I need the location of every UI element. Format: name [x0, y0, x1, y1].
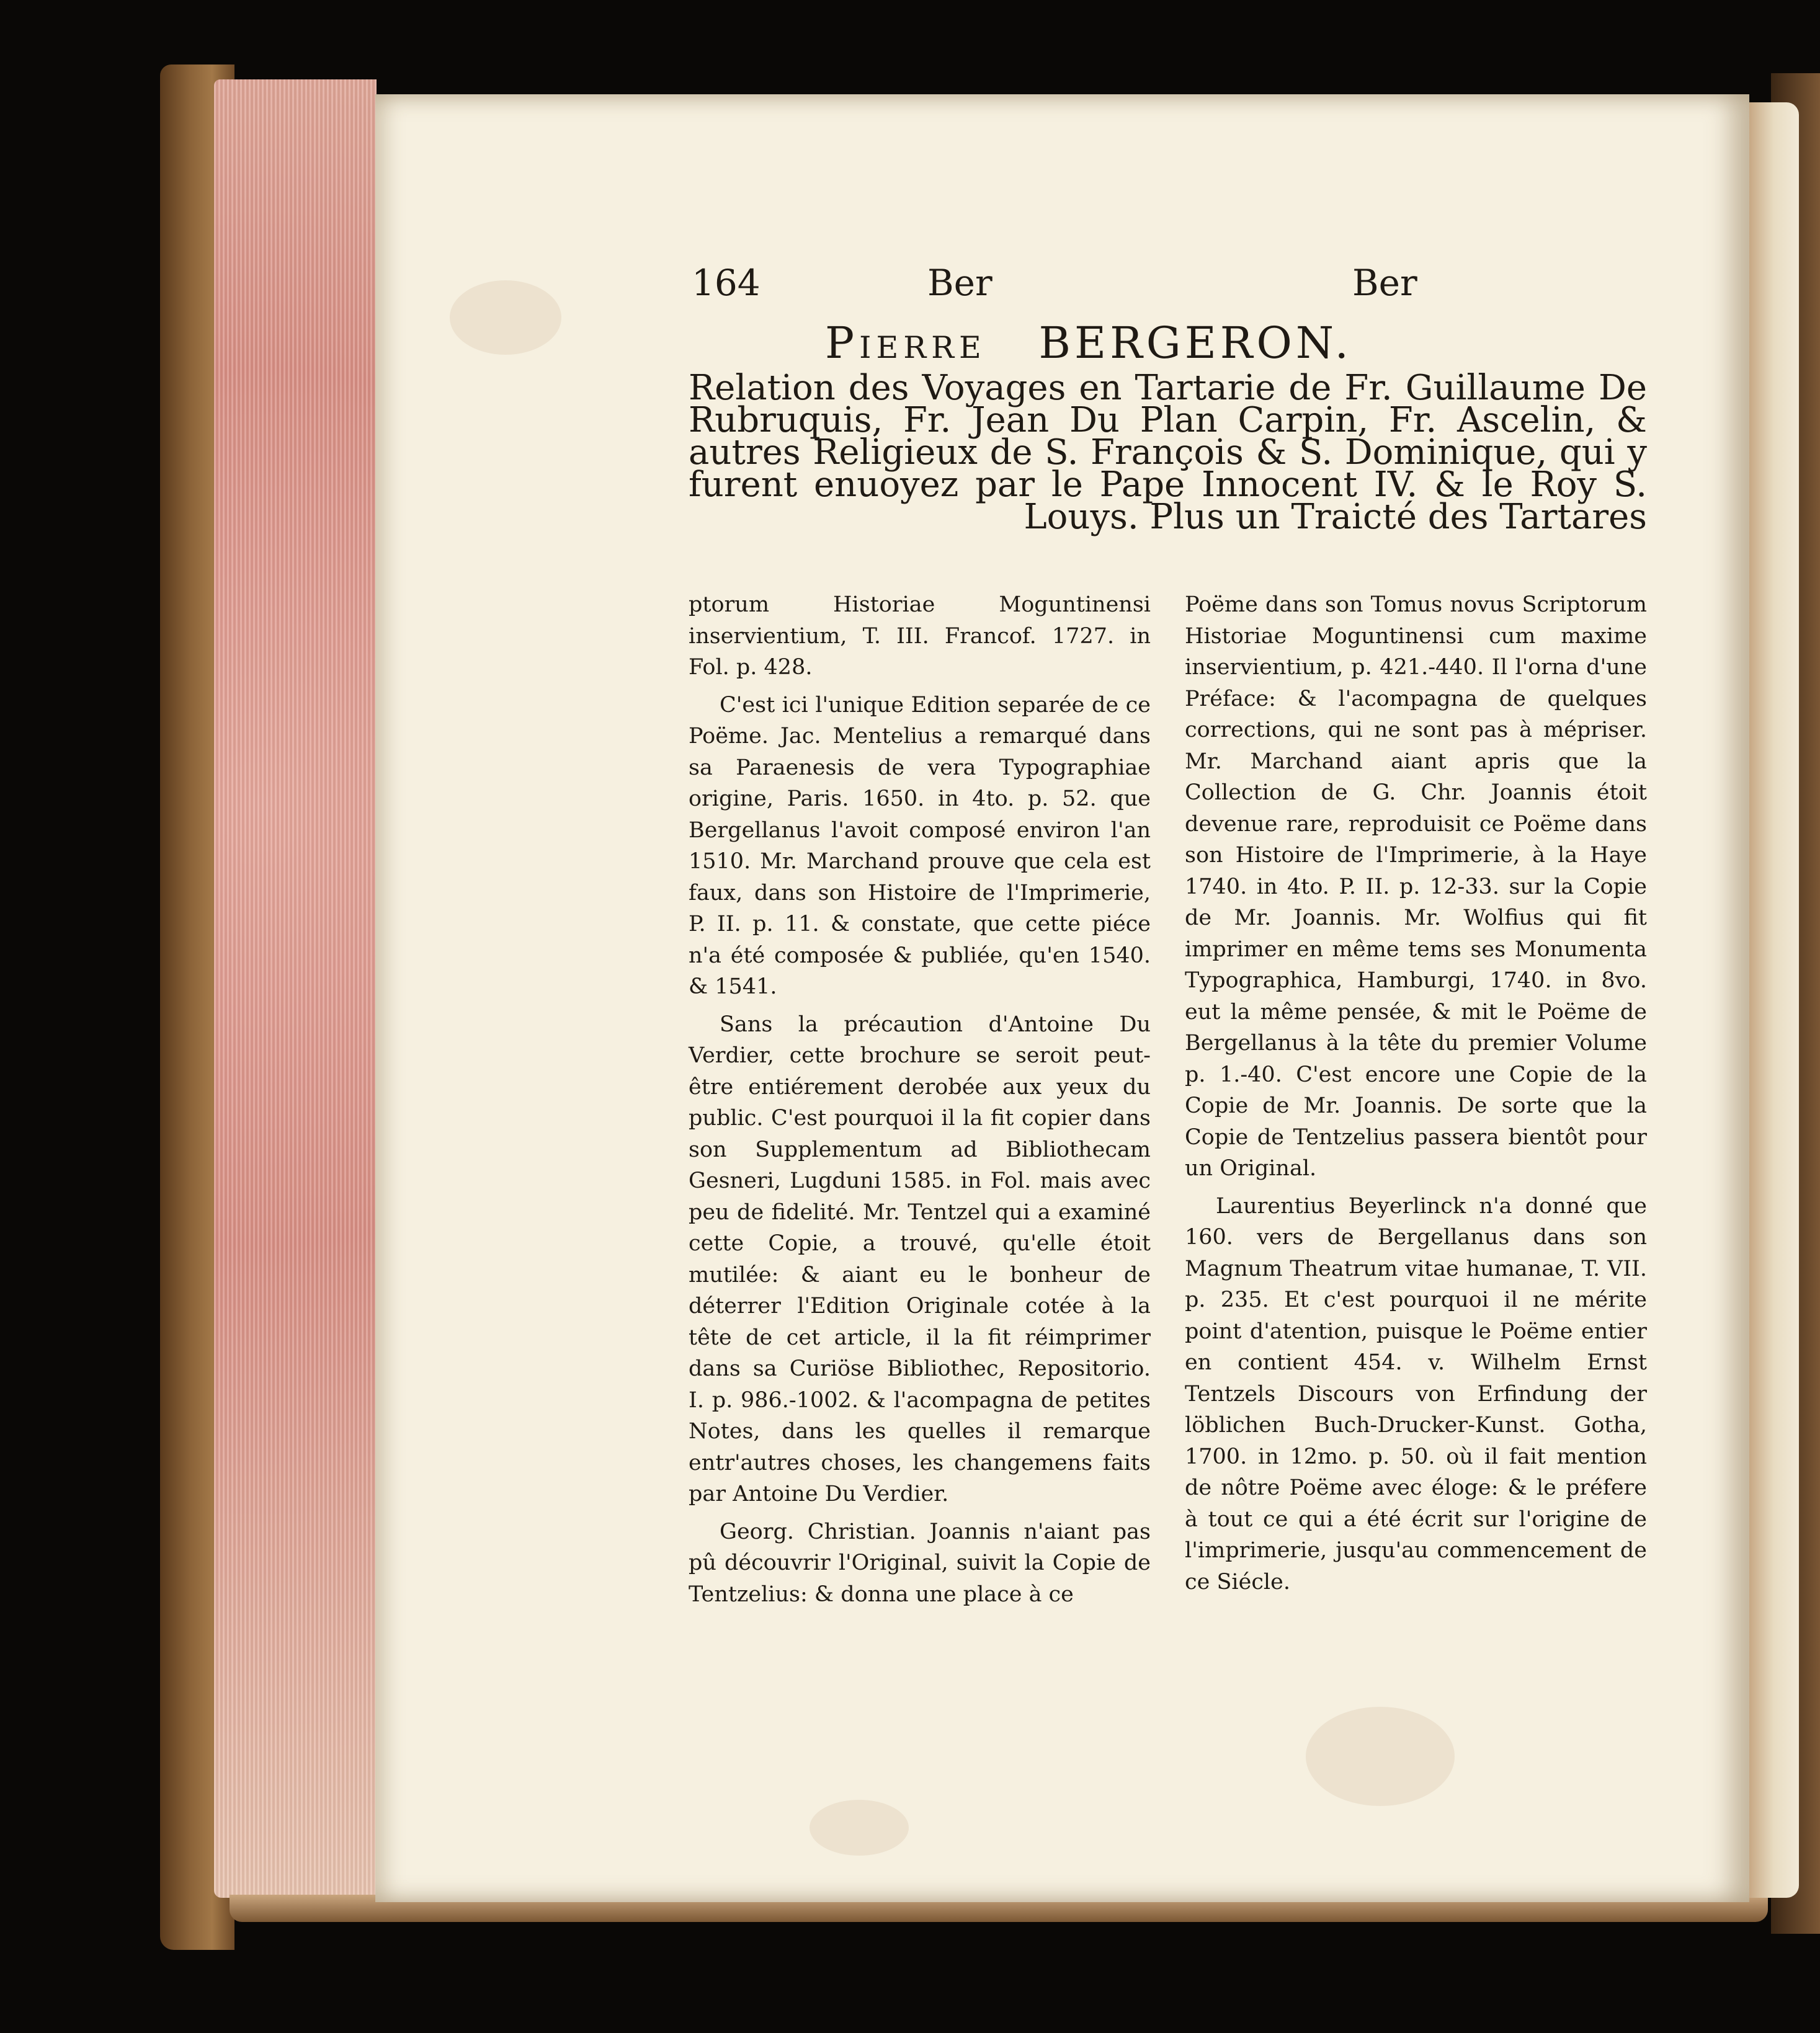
entry-description	[689, 368, 1647, 537]
page-edges-left	[214, 79, 377, 1898]
description-text: Relation des Voyages en Tartarie de Fr. Guillaume De Rubruquis, Fr. Jean Du Plan Carpin, Fr. Ascelin, & autres Religieux de S. François & S. Dominique, qui y furent enuoyez par le Pape Innocent IV. & le Roy S. Louys. Plus un Traicté des Tartares	[689, 368, 1647, 537]
running-head-left: Ber	[927, 262, 993, 304]
entry-title	[825, 318, 1352, 368]
entry-title-last: BERGERON.	[1038, 318, 1352, 368]
entry-title-first: Pierre	[825, 318, 986, 368]
paragraph: Laurentius Beyerlinck n'a donné que 160. vers de Bergellanus dans son Magnum Theatrum vitae humanae, T. VII. p. 235. Et c'est pourquoi il ne mérite point d'atention, puisque le Poëme entier en contient 454. v. Wilhelm Ernst Tentzels Discours von Erfindung der löblichen Buch-Drucker-Kunst. Gotha, 1700. in 12mo. p. 50. où il fait mention de nôtre Poëme avec éloge: & le préfere à tout ce qui a été écrit sur l'origine de l'imprimerie, jusqu'au commencement de ce Siécle.	[1185, 1193, 1647, 1595]
page-number: 164	[692, 262, 761, 304]
right-column	[1185, 589, 1647, 1604]
facing-page-edge	[1749, 102, 1799, 1898]
paragraph: ptorum Historiae Moguntinensi inservientium, T. III. Francof. 1727. in Fol. p. 428.	[689, 592, 1151, 680]
paragraph: C'est ici l'unique Edition separée de ce Poëme. Jac. Mentelius a remarqué dans sa Paraenesis de vera Typographiae origine, Paris. 1650. in 4to. p. 52. que Bergellanus l'avoit composé environ l'an 1510. Mr. Marchand prouve que cela est faux, dans son Histoire de l'Imprimerie, P. II. p. 11. & constate, que cette piéce n'a été composée & publiée, qu'en 1540. & 1541.	[689, 692, 1151, 999]
paragraph: Poëme dans son Tomus novus Scriptorum Historiae Moguntinensi cum maxime inservientium, p. 421.-440. Il l'orna d'une Préface: & l'acompagna de quelques corrections, qui ne sont pas à mépriser. Mr. Marchand aiant apris que la Collection de G. Chr. Joannis étoit devenue rare, reproduisit ce Poëme dans son Histoire de l'Imprimerie, à la Haye 1740. in 4to. P. II. p. 12-33. sur la Copie de Mr. Joannis. Mr. Wolfius qui fit imprimer en même tems ses Monumenta Typographica, Hamburgi, 1740. in 8vo. eut la même pensée, & mit le Poëme de Bergellanus à la tête du premier Volume p. 1.-40. C'est encore une Copie de la Copie de Mr. Joannis. De sorte que la Copie de Tentzelius passera bientôt pour un Original.	[1185, 592, 1647, 1181]
paragraph: Sans la précaution d'Antoine Du Verdier, cette brochure se seroit peut-être entiérement derobée aux yeux du public. C'est pourquoi il la fit copier dans son Supplementum ad Bibliothecam Gesneri, Lugduni 1585. in Fol. mais avec peu de fidelité. Mr. Tentzel qui a examiné cette Copie, a trouvé, qu'elle étoit mutilée: & aiant eu le bonheur de déterrer l'Edition Originale cotée à la tête de cet article, il la fit réimprimer dans sa Curiöse Bibliothec, Repositorio. I. p. 986.-1002. & l'acompagna de petites Notes, dans les quelles il remarque entr'autres choses, les changemens faits par Antoine Du Verdier.	[689, 1012, 1151, 1506]
paragraph: Georg. Christian. Joannis n'aiant pas pû découvrir l'Original, suivit la Copie de Tentzelius: & donna une place à ce	[689, 1519, 1151, 1607]
left-column	[689, 589, 1151, 1616]
running-head-right: Ber	[1352, 262, 1417, 304]
